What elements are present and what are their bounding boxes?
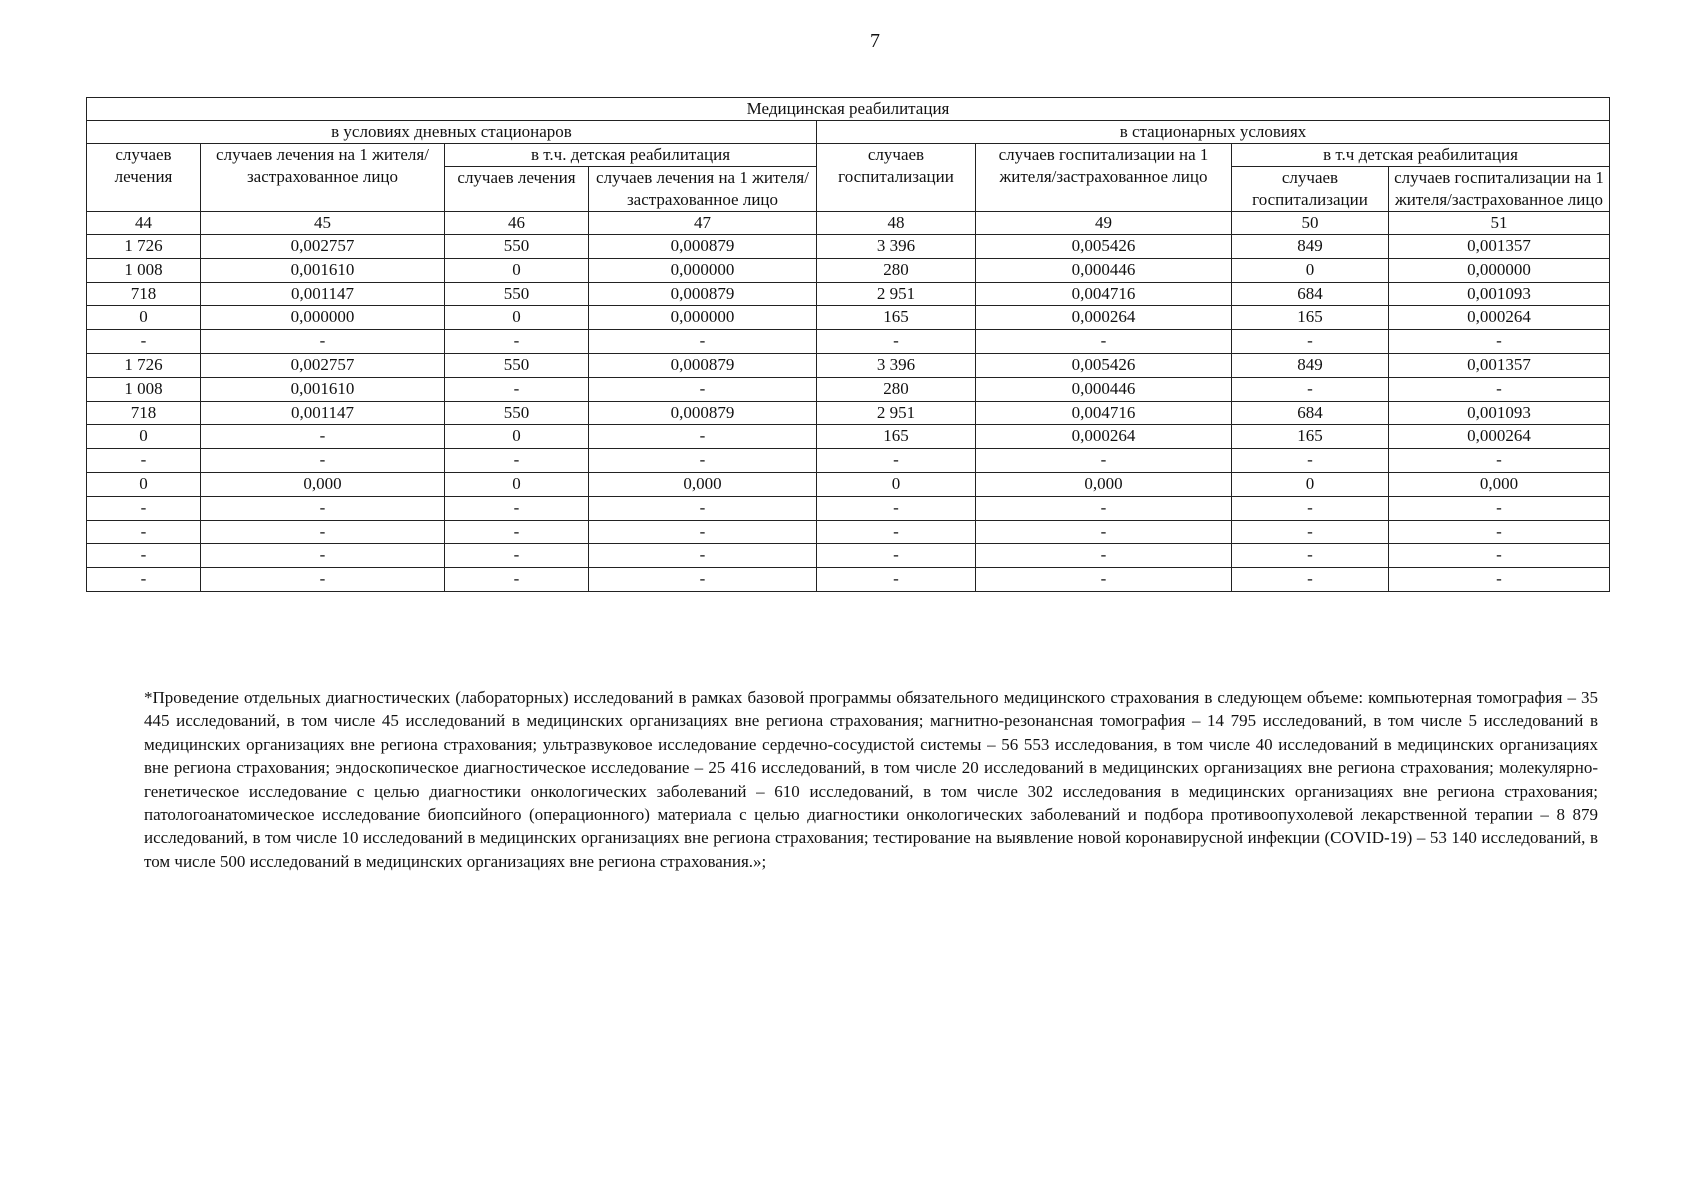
table-cell: 0,005426: [976, 235, 1232, 259]
table-cell: 0,000000: [589, 258, 817, 282]
column-header: случаев лечения на 1 жителя/застрахованное лицо: [201, 144, 445, 212]
table-cell: -: [817, 330, 976, 354]
table-cell: 550: [445, 353, 589, 377]
table-cell: 0,002757: [201, 353, 445, 377]
table-cell: -: [1232, 449, 1389, 473]
table-cell: 0,000879: [589, 401, 817, 425]
table-cell: -: [817, 544, 976, 568]
table-cell: 0,001357: [1389, 235, 1610, 259]
table-cell: -: [445, 377, 589, 401]
table-cell: 3 396: [817, 235, 976, 259]
table-cell: -: [201, 330, 445, 354]
table-row: [87, 258, 1610, 282]
table-cell: 165: [1232, 425, 1389, 449]
table-cell: 0: [445, 472, 589, 496]
table-cell: 0: [445, 425, 589, 449]
column-header: случаев госпитализации на 1 жителя/застрахованное лицо: [1389, 167, 1610, 212]
table-cell: -: [1389, 544, 1610, 568]
table-cell: 2 951: [817, 401, 976, 425]
column-number: 48: [817, 212, 976, 235]
column-number: 50: [1232, 212, 1389, 235]
column-number: 44: [87, 212, 201, 235]
table-row: [87, 449, 1610, 473]
table-cell: 2 951: [817, 282, 976, 306]
table-cell: 0,000: [1389, 472, 1610, 496]
table-row: [87, 282, 1610, 306]
table-cell: 0: [817, 472, 976, 496]
group-day-hospital: в условиях дневных стационаров: [87, 121, 817, 144]
table-cell: -: [589, 377, 817, 401]
column-number: 49: [976, 212, 1232, 235]
table-cell: -: [445, 330, 589, 354]
table-row: [87, 353, 1610, 377]
table-row: [87, 472, 1610, 496]
table-cell: 0,000000: [1389, 258, 1610, 282]
table-cell: 165: [1232, 306, 1389, 330]
table-cell: -: [445, 449, 589, 473]
table-cell: -: [1389, 496, 1610, 520]
column-numbers-row: [87, 212, 1610, 235]
table-cell: -: [1389, 449, 1610, 473]
table-cell: 0,001147: [201, 401, 445, 425]
table-cell: 550: [445, 282, 589, 306]
table-row: [87, 401, 1610, 425]
table-cell: 0,000879: [589, 235, 817, 259]
table-cell: -: [976, 520, 1232, 544]
table-cell: -: [589, 425, 817, 449]
footnote: *Проведение отдельных диагностических (лабораторных) исследований в рамках базовой программы обязательного медицинского страхования в следующем объеме: компьютерная томография – 35 445 исследований, в том числе 45 исследований в медицинских организациях вне региона страхования; магнитно-резонансная томография – 14 795 исследований, в том числе 5 исследований в медицинских организациях вне региона страхования; ультразвуковое исследование сердечно-сосудистой системы – 56 553 исследования, в том числе 40 исследований в медицинских организациях вне региона страхования; эндоскопическое диагностическое исследование – 25 416 исследований, в том числе 20 исследований в медицинских организациях вне региона страхования; молекулярно-генетическое исследование с целью диагностики онкологических заболеваний – 610 исследований, в том числе 302 исследования в медицинских организациях вне региона страхования; патологоанатомическое исследование биопсийного (операционного) материала с целью диагностики онкологических заболеваний и подбора противоопухолевой лекарственной терапии – 8 879 исследований, в том числе 10 исследований в медицинских организациях вне региона страхования; тестирование на выявление новой коронавирусной инфекции (COVID-19) – 53 140 исследований, в том числе 500 исследований в медицинских организациях вне региона страхования.»;: [144, 688, 1598, 871]
column-number: 45: [201, 212, 445, 235]
table-cell: -: [87, 568, 201, 592]
table-cell: -: [87, 496, 201, 520]
table-cell: -: [976, 449, 1232, 473]
table-cell: 0,000: [589, 472, 817, 496]
table-cell: -: [976, 330, 1232, 354]
table-cell: 0,000264: [1389, 306, 1610, 330]
table-cell: -: [201, 568, 445, 592]
table-cell: 0,002757: [201, 235, 445, 259]
table-cell: -: [589, 449, 817, 473]
table-cell: -: [201, 449, 445, 473]
table-cell: 0,001357: [1389, 353, 1610, 377]
table-cell: 1 008: [87, 258, 201, 282]
table-row: [87, 568, 1610, 592]
table-title: Медицинская реабилитация: [87, 98, 1610, 121]
column-header: случаев госпитализации на 1 жителя/застрахованное лицо: [976, 144, 1232, 212]
table-cell: 0: [87, 472, 201, 496]
table-cell: -: [87, 544, 201, 568]
table-cell: 0,001610: [201, 377, 445, 401]
subgroup-child-rehab-inpatient: в т.ч детская реабилитация: [1232, 144, 1610, 167]
table-cell: 718: [87, 401, 201, 425]
table-cell: -: [1389, 568, 1610, 592]
group-inpatient: в стационарных условиях: [817, 121, 1610, 144]
table-cell: 0,000446: [976, 258, 1232, 282]
table-cell: -: [976, 568, 1232, 592]
table-cell: -: [589, 496, 817, 520]
table-cell: 280: [817, 377, 976, 401]
table-cell: 0,000446: [976, 377, 1232, 401]
table-cell: -: [589, 544, 817, 568]
table-cell: -: [201, 496, 445, 520]
table-cell: 0: [87, 425, 201, 449]
table-cell: -: [1232, 496, 1389, 520]
table-cell: 3 396: [817, 353, 976, 377]
table-cell: -: [87, 520, 201, 544]
table-cell: 0,000: [201, 472, 445, 496]
table-cell: 0,000879: [589, 353, 817, 377]
table-cell: -: [976, 544, 1232, 568]
table-cell: -: [201, 425, 445, 449]
column-header: случаев лечения: [87, 144, 201, 212]
table-cell: 0,000879: [589, 282, 817, 306]
table-cell: 0,005426: [976, 353, 1232, 377]
table-cell: -: [817, 496, 976, 520]
table-cell: 1 726: [87, 235, 201, 259]
table-cell: 0,000264: [976, 306, 1232, 330]
table-cell: 0: [1232, 472, 1389, 496]
table-cell: -: [589, 520, 817, 544]
table-cell: 849: [1232, 235, 1389, 259]
table-cell: 165: [817, 306, 976, 330]
table-row: [87, 235, 1610, 259]
table-cell: 0: [87, 306, 201, 330]
table-row: [87, 520, 1610, 544]
table-cell: -: [87, 449, 201, 473]
table-cell: 0,001093: [1389, 282, 1610, 306]
table-cell: -: [817, 520, 976, 544]
table-cell: -: [1232, 520, 1389, 544]
page-number: 7: [870, 30, 880, 52]
table-cell: -: [87, 330, 201, 354]
table-cell: -: [201, 544, 445, 568]
table-cell: -: [445, 520, 589, 544]
table-cell: -: [817, 449, 976, 473]
table-cell: 849: [1232, 353, 1389, 377]
table-cell: 165: [817, 425, 976, 449]
column-number: 46: [445, 212, 589, 235]
table-cell: -: [589, 330, 817, 354]
table-row: [87, 330, 1610, 354]
table-row: [87, 377, 1610, 401]
table-cell: 684: [1232, 401, 1389, 425]
table-cell: -: [201, 520, 445, 544]
table-cell: -: [1232, 544, 1389, 568]
table-cell: 718: [87, 282, 201, 306]
table-cell: 0,000264: [1389, 425, 1610, 449]
table-body: [87, 235, 1610, 592]
table-cell: 1 008: [87, 377, 201, 401]
column-header: случаев лечения на 1 жителя/застрахованное лицо: [589, 167, 817, 212]
table-cell: -: [445, 496, 589, 520]
table-cell: 0,001147: [201, 282, 445, 306]
table-row: [87, 306, 1610, 330]
column-number: 51: [1389, 212, 1610, 235]
table-row: [87, 496, 1610, 520]
table-cell: 0,000264: [976, 425, 1232, 449]
table-cell: 0: [1232, 258, 1389, 282]
table-cell: 0: [445, 258, 589, 282]
table-cell: -: [1232, 377, 1389, 401]
table-cell: 0,000000: [589, 306, 817, 330]
table-cell: 0: [445, 306, 589, 330]
rehabilitation-table: [86, 97, 1610, 592]
table-cell: 684: [1232, 282, 1389, 306]
table-cell: -: [445, 568, 589, 592]
table-cell: -: [1389, 330, 1610, 354]
table-cell: -: [1232, 568, 1389, 592]
table-cell: 0,004716: [976, 401, 1232, 425]
table-cell: -: [817, 568, 976, 592]
table-row: [87, 544, 1610, 568]
table-cell: 1 726: [87, 353, 201, 377]
table-cell: 550: [445, 235, 589, 259]
column-number: 47: [589, 212, 817, 235]
table-cell: -: [1389, 520, 1610, 544]
table-cell: 0,000000: [201, 306, 445, 330]
table-cell: -: [976, 496, 1232, 520]
column-header: случаев госпитализации: [1232, 167, 1389, 212]
table-cell: -: [1232, 330, 1389, 354]
table-cell: 280: [817, 258, 976, 282]
table-cell: -: [445, 544, 589, 568]
table-cell: 0,004716: [976, 282, 1232, 306]
column-header: случаев лечения: [445, 167, 589, 212]
subgroup-child-rehab-day: в т.ч. детская реабилитация: [445, 144, 817, 167]
table-cell: 0,000: [976, 472, 1232, 496]
table-row: [87, 425, 1610, 449]
table-cell: 0,001610: [201, 258, 445, 282]
table-cell: -: [1389, 377, 1610, 401]
column-header: случаев госпитализации: [817, 144, 976, 212]
table-cell: 550: [445, 401, 589, 425]
table-cell: 0,001093: [1389, 401, 1610, 425]
table-cell: -: [589, 568, 817, 592]
